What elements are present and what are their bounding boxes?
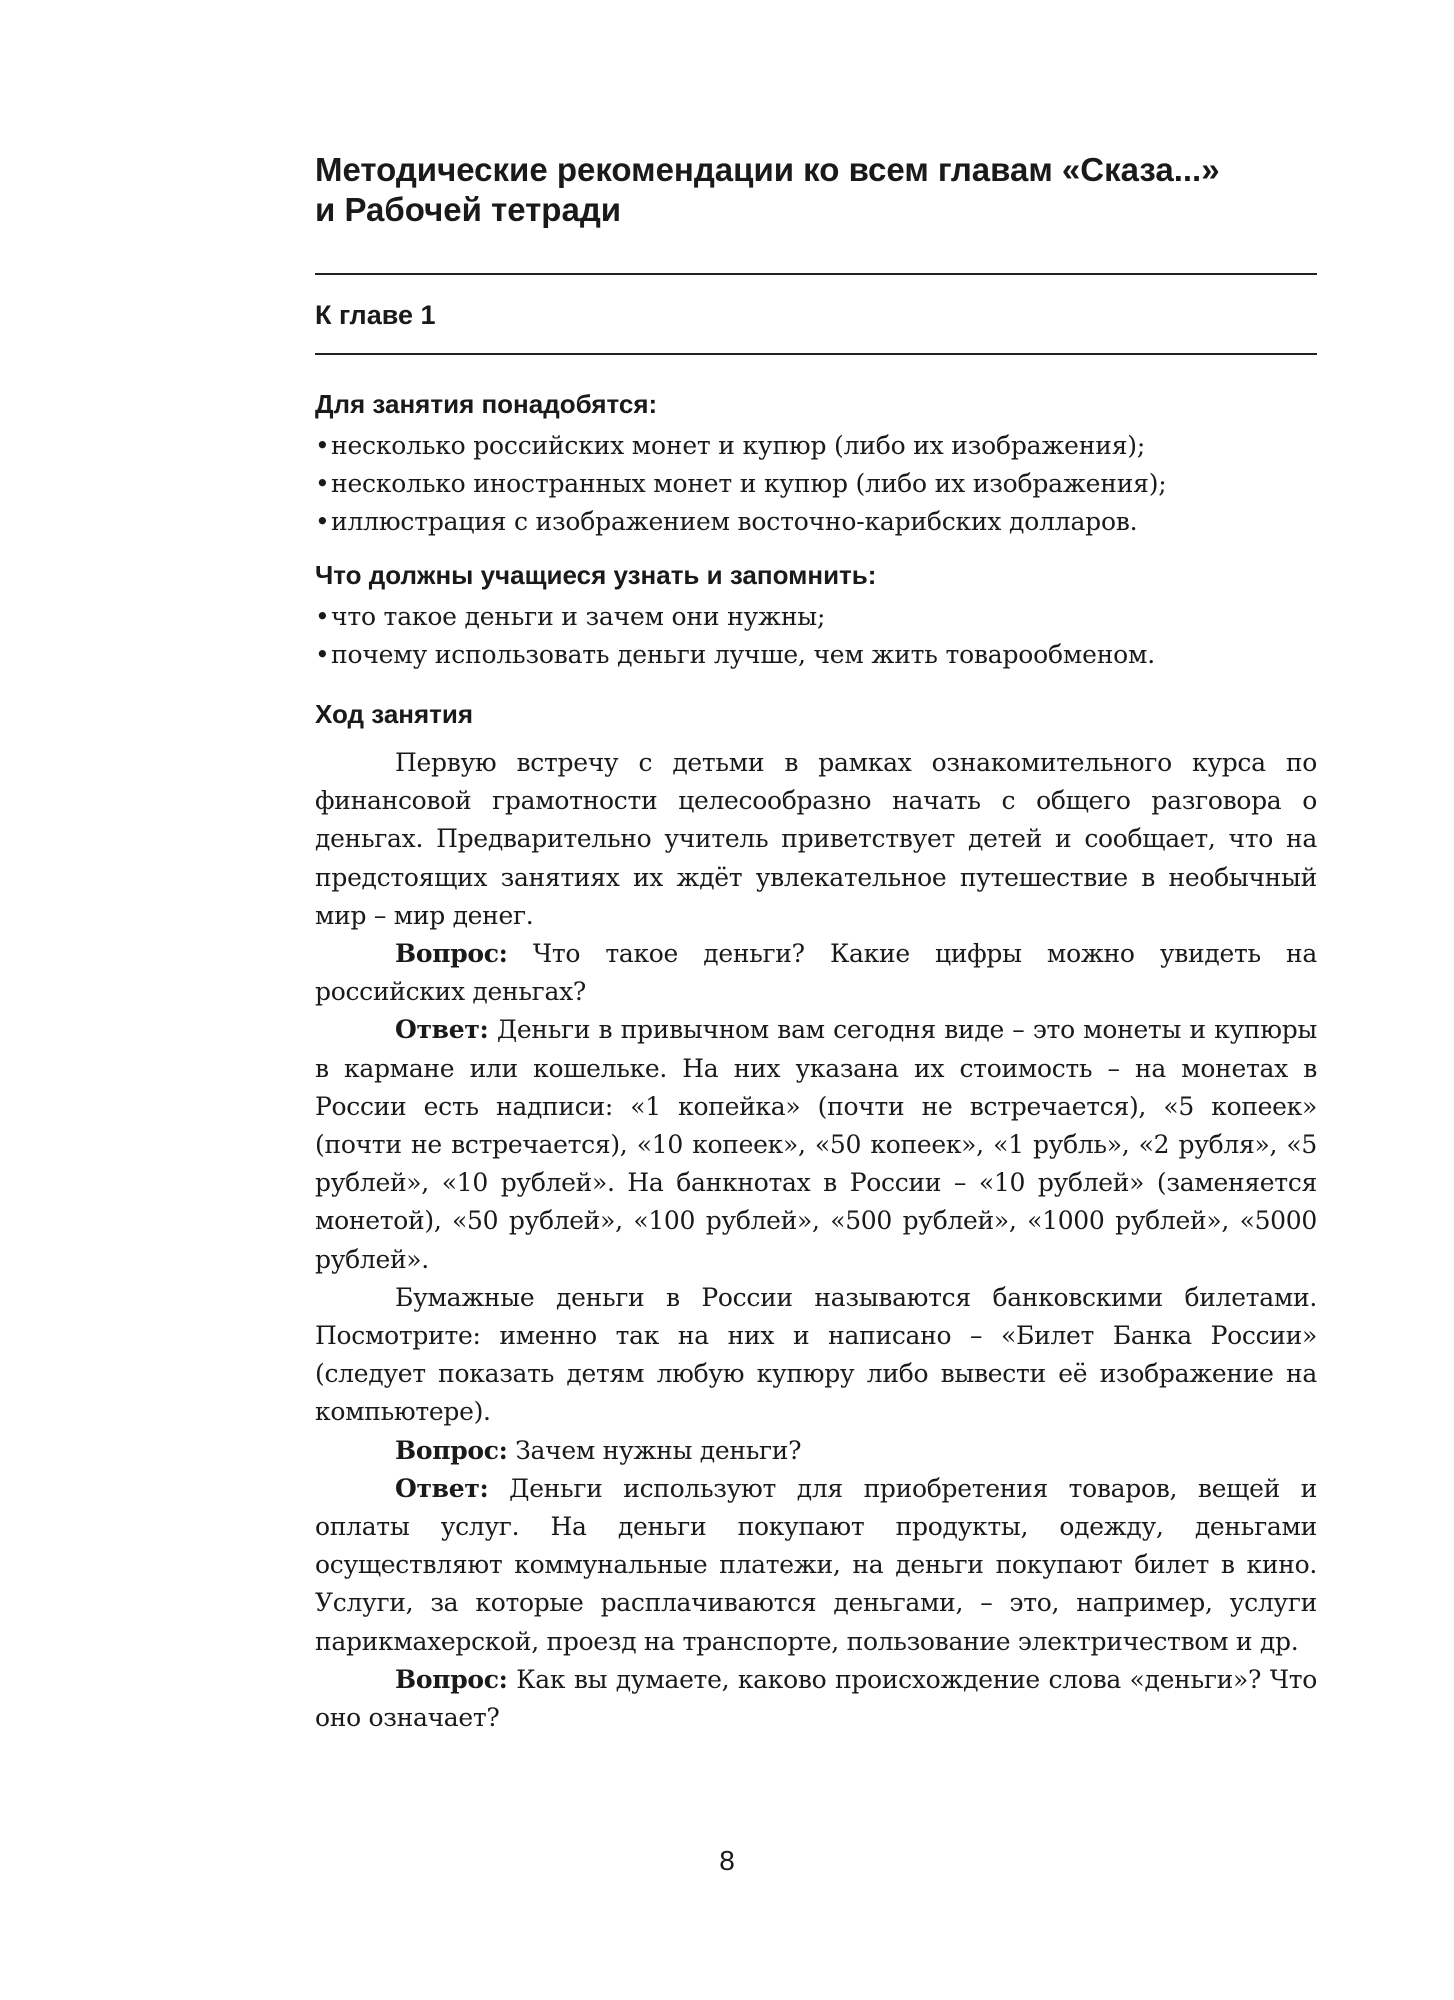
chapter-heading: К главе 1: [315, 300, 436, 330]
list-item: •иллюстрация с изображением восточно-карибских долларов.: [315, 503, 1317, 541]
answer-2: Ответ: Деньги используют для приобретения товаров, вещей и оплаты услуг. На деньги покупают продукты, одежду, деньгами осуществляют коммунальные платежи, на деньги покупают билет в кино. Услуги, за которые расплачиваются деньгами, – это, например, услуги парикмахерской, проезд на транспорте, пользование электричеством и др.: [315, 1473, 1317, 1656]
paragraph-banknotes: Бумажные деньги в России называются банковскими билетами. Посмотрите: именно так на них и написано – «Билет Банка России» (следует показать детям любую купюру либо вывести её изображение на компьютере).: [315, 1282, 1317, 1427]
answer-label: Ответ:: [395, 1473, 489, 1503]
bullet-icon: •: [315, 507, 330, 536]
lesson-body: [315, 744, 1317, 1737]
question-1: Вопрос: Что такое деньги? Какие цифры можно увидеть на российских деньгах?: [315, 939, 1317, 1007]
bullet-icon: •: [315, 640, 330, 669]
section-title-line-1: Методические рекомендации ко всем главам «Сказа...»: [315, 151, 1220, 188]
section-title-line-2: и Рабочей тетради: [315, 191, 622, 228]
list-item: •несколько российских монет и купюр (либо их изображения);: [315, 427, 1317, 465]
materials-list: [315, 427, 1317, 541]
page-number: 8: [719, 1845, 735, 1876]
answer-1: Ответ: Деньги в привычном вам сегодня виде – это монеты и купюры в кармане или кошельке. На них указана их стоимость – на монетах в России есть надписи: «1 копейка» (почти не встречается), «5 копеек» (почти не встречается), «10 копеек», «50 копеек», «1 рубль», «2 рубля», «5 рублей», «10 рублей». На банкнотах в России – «10 рублей» (заменяется монетой), «50 рублей», «100 рублей», «500 рублей», «1000 рублей», «5000 рублей».: [315, 1015, 1317, 1274]
answer-label: Ответ:: [395, 1015, 489, 1045]
section-title: [315, 150, 1317, 230]
materials-heading: Для занятия понадобятся:: [315, 389, 658, 419]
bullet-icon: •: [315, 469, 330, 498]
paragraph-intro: Первую встречу с детьми в рамках ознакомительного курса по финансовой грамотности целесообразно начать с общего разговора о деньгах. Предварительно учитель приветствует детей и сообщает, что на предстоящих занятиях их ждёт увлекательное путешествие в необычный мир – мир денег.: [315, 748, 1317, 930]
goals-list: [315, 598, 1317, 674]
lesson-heading: Ход занятия: [315, 699, 474, 729]
bullet-icon: •: [315, 431, 330, 460]
question-label: Вопрос:: [395, 939, 508, 969]
list-item: •почему использовать деньги лучше, чем жить товарообменом.: [315, 636, 1317, 674]
list-item: •что такое деньги и зачем они нужны;: [315, 598, 1317, 636]
question-label: Вопрос:: [395, 1664, 508, 1694]
bullet-icon: •: [315, 602, 330, 631]
divider-bottom: [315, 353, 1317, 355]
goals-heading: Что должны учащиеся узнать и запомнить:: [315, 560, 877, 590]
question-3: Вопрос: Как вы думаете, каково происхождение слова «деньги»? Что оно означает?: [315, 1664, 1317, 1733]
list-item: •несколько иностранных монет и купюр (либо их изображения);: [315, 465, 1317, 503]
divider-top: [315, 273, 1317, 275]
question-label: Вопрос:: [395, 1435, 508, 1465]
question-2: Вопрос: Зачем нужны деньги?: [395, 1435, 802, 1465]
document-page: [315, 150, 1317, 1737]
